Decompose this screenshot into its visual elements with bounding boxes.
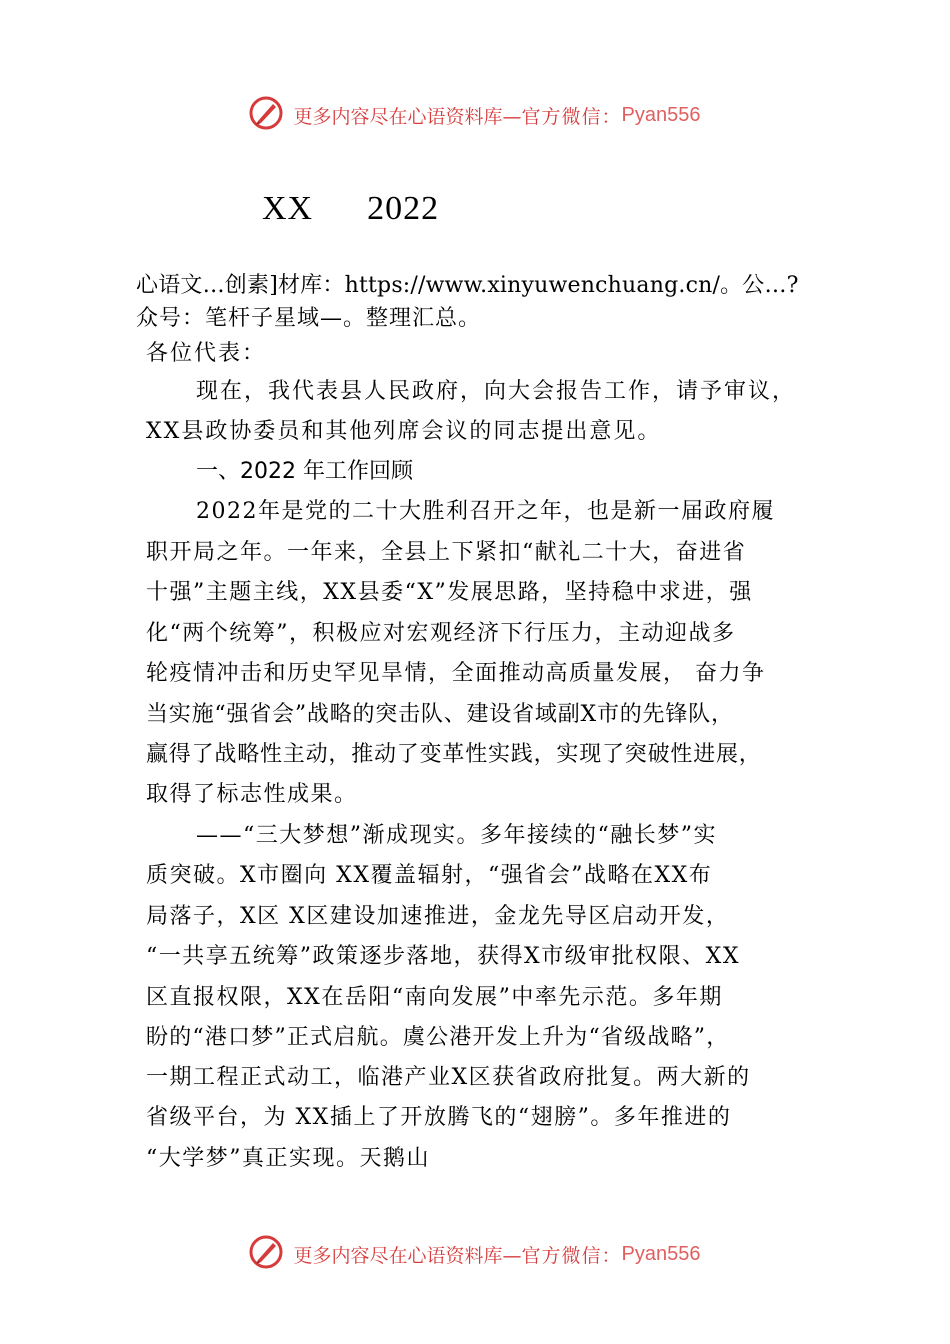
body-line: 局落子，X区 X区建设加速推进，金龙先导区启动开发， — [146, 904, 730, 929]
body-line: 化“两个统筹”，积极应对宏观经济下行压力，主动迎战多 — [146, 621, 736, 646]
body-line: 轮疫情冲击和历史罕见旱情，全面推动高质量发展， 奋力争 — [146, 661, 766, 686]
title-part2: 2022 — [367, 190, 440, 227]
banner-text: 更多内容尽在心语资料库— — [293, 1245, 522, 1267]
header-banner — [0, 96, 950, 135]
footer-banner — [0, 1235, 950, 1274]
body-line: “大学梦”真正实现。天鹅山 — [146, 1146, 430, 1171]
body-line: 一期工程正式动工，临港产业X区获省政府批复。两大新的 — [146, 1065, 751, 1090]
document-title — [262, 190, 439, 228]
body-line: 2022年是党的二十大胜利召开之年，也是新一届政府履 — [196, 499, 775, 524]
banner-wechat-label: 官方微信： — [521, 106, 622, 128]
body-line: ——“三大梦想”渐成现实。多年接续的“融长梦”实 — [196, 823, 717, 848]
intro-line-1: 现在，我代表县人民政府，向大会报告工作，请予审议， — [196, 379, 797, 404]
salutation: 各位代表： — [146, 341, 267, 366]
body-line: 当实施“强省会”战略的突击队、建设省域副X市的先锋队， — [146, 702, 734, 727]
body-line: 省级平台，为 XX插上了开放腾飞的“翅膀”。多年推进的 — [146, 1105, 732, 1130]
source-line-2: 众号：笔杆子星域—。整理汇总。 — [136, 306, 482, 331]
body-line: 区直报权限，XX在岳阳“南向发展”中率先示范。多年期 — [146, 985, 723, 1010]
source-line-1: 心语文…创素]材库：https://www.xinyuwenchuang.cn/。公…? — [136, 273, 799, 298]
title-part1: XX — [262, 190, 314, 227]
body-line: 职开局之年。一年来，全县上下紧扣“献礼二十大，奋进省 — [146, 540, 747, 565]
section-heading: 一、2022 年工作回顾 — [196, 459, 413, 484]
body-line: 赢得了战略性主动，推动了变革性实践，实现了突破性进展， — [146, 742, 762, 767]
body-line: 盼的“港口梦”正式启航。虞公港开发上升为“省级战略”， — [146, 1025, 730, 1050]
banner-wechat-label: 官方微信： — [521, 1245, 622, 1267]
banner-text: 更多内容尽在心语资料库— — [293, 106, 522, 128]
body-line: 十强”主题主线，XX县委“X”发展思路，坚持稳中求进，强 — [146, 580, 753, 605]
pen-logo-icon — [249, 1235, 283, 1274]
body-line: 质突破。X市圈向 XX覆盖辐射，“强省会”战略在XX布 — [146, 863, 713, 888]
intro-line-2: XX县政协委员和其他列席会议的同志提出意见。 — [146, 419, 662, 444]
banner-wechat-id: Pyan556 — [621, 104, 701, 126]
body-line: 取得了标志性成果。 — [146, 782, 358, 807]
body-line: “一共享五统筹”政策逐步落地，获得X市级审批权限、XX — [146, 944, 740, 969]
pen-logo-icon — [249, 96, 283, 135]
banner-wechat-id: Pyan556 — [621, 1243, 701, 1265]
